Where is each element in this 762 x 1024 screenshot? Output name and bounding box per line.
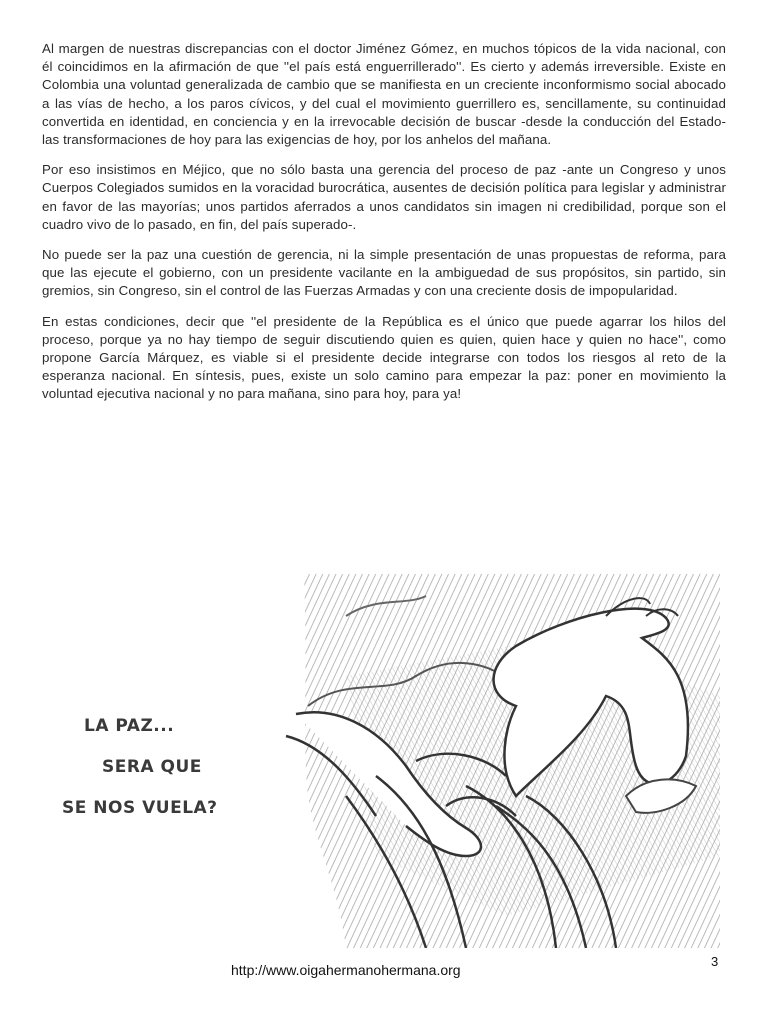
caption-line-2: SERA QUE xyxy=(102,757,202,777)
caption-line-3: SE NOS VUELA? xyxy=(62,798,218,818)
footer-url[interactable]: http://www.oigahermanohermana.org xyxy=(231,962,461,978)
illustration-caption xyxy=(60,716,300,839)
paragraph-1: Al margen de nuestras discrepancias con el doctor Jiménez Gómez, en muchos tópicos de la vida nacional, con él coincidimos en la afirmación de que ''el país está enguerrillerado''. Es cierto y además irreversible. Existe en Colombia una voluntad generalizada de cambio que se manifiesta en un creciente inconformismo social abocado a las vías de hecho, a los paros cívicos, y del cual el movimiento guerrillero es, sencillamente, su continuidad convertida en identidad, en conciencia y en la irrevocable decisión de buscar -desde la conducción del Estado- las transformaciones de hoy para las exigencias de hoy, por los anhelos del mañana. xyxy=(42,41,726,148)
paragraph-2: Por eso insistimos en Méjico, que no sólo basta una gerencia del proceso de paz -ante un Congreso y unos Cuerpos Colegiados sumidos en la voracidad burocrática, ausentes de decisión política para legislar y administrar en favor de las mayorías; unos partidos aferrados a unos candidatos sin imagen ni credibilidad, porque son el cuadro vivo de lo pasado, en fin, del país superado-. xyxy=(42,162,726,232)
paragraph-4: En estas condiciones, decir que ''el presidente de la República es el único que puede agarrar los hilos del proceso, porque ya no hay tiempo de seguir discutiendo quien es quien, quien hace y quien no hace'', como propone García Márquez, es viable si el presidente decide integrarse con todos los riesgos al reto de la esperanza nacional. En síntesis, pues, existe un solo camino para empezar la paz: poner en movimiento la voluntad ejecutiva nacional y no para mañana, sino para hoy, para ya! xyxy=(42,313,726,402)
article-body xyxy=(42,40,726,416)
page-number: 3 xyxy=(711,954,719,969)
caption-line-1: LA PAZ... xyxy=(84,716,175,736)
paragraph-3: No puede ser la paz una cuestión de gerencia, ni la simple presentación de unas propuestas de reforma, para que las ejecute el gobierno, con un presidente vacilante en la ambiguedad de sus propósitos, sin partido, sin gremios, sin Congreso, sin el control de las Fuerzas Armadas y con una creciente dosis de impopularidad. xyxy=(42,247,726,299)
